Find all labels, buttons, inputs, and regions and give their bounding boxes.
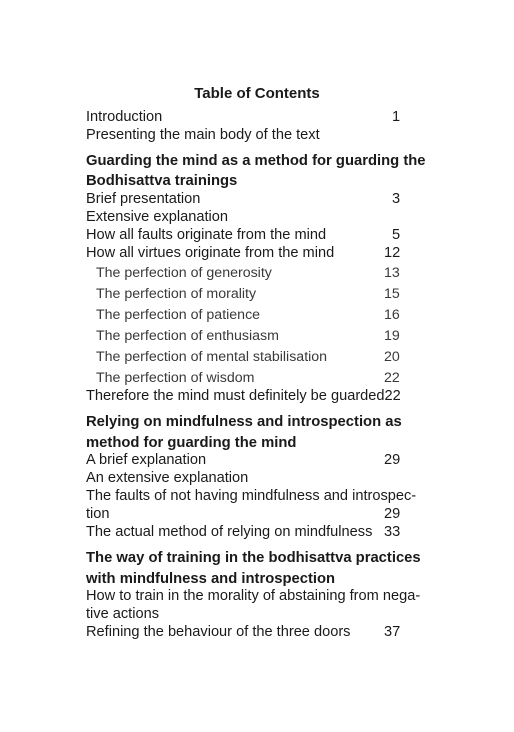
toc-entry: [86, 190, 401, 208]
toc-section-heading: The way of training in the bodhisattva practices: [86, 550, 421, 566]
toc-entry-text: Brief presentation: [86, 191, 201, 207]
toc-entry: [86, 244, 401, 262]
toc-entry: [86, 126, 320, 144]
toc-section-heading: Guarding the mind as a method for guarding the: [86, 153, 426, 169]
toc-entry-text: Extensive explanation: [86, 209, 228, 225]
toc-entry-page: 12: [384, 245, 401, 261]
toc-entry-page: 29: [384, 506, 401, 522]
toc-entry-text: The perfection of morality: [96, 286, 257, 302]
toc-entry: [86, 108, 401, 126]
toc-entry-page: 3: [392, 191, 401, 207]
toc-entry-text: How all faults originate from the mind: [86, 227, 327, 243]
toc-entry: [86, 387, 401, 405]
toc-entry: [86, 505, 401, 523]
toc-entry-page: 22: [384, 388, 401, 404]
toc-entry: [86, 587, 420, 605]
toc-entry-page: 33: [384, 524, 401, 540]
toc-entry-page: 16: [384, 307, 400, 323]
toc-entry-text: An extensive explanation: [86, 470, 249, 486]
toc-entry-text: Introduction: [86, 109, 163, 125]
toc-title: Table of Contents: [194, 85, 320, 102]
toc-entry-text: How to train in the morality of abstaining from nega-: [86, 588, 421, 604]
toc-entry-page: 19: [384, 328, 400, 344]
toc-subentry: [96, 348, 400, 366]
toc-subentry: [96, 327, 400, 345]
toc-entry-text: Refining the behaviour of the three doors: [86, 624, 351, 640]
toc-section-heading: method for guarding the mind: [86, 435, 297, 451]
toc-entry-page: 13: [384, 265, 400, 281]
toc-entry-page: 15: [384, 286, 400, 302]
toc-section-heading: with mindfulness and introspection: [86, 571, 336, 587]
toc-subentry: [96, 369, 400, 387]
toc-entry-page: 29: [384, 452, 401, 468]
toc-entry: [86, 523, 401, 541]
toc-entry: [86, 605, 159, 623]
toc-entry: [86, 208, 228, 226]
toc-entry-text: Therefore the mind must definitely be guarded: [86, 388, 385, 404]
toc-entry-page: 1: [392, 109, 401, 125]
toc-entry-text: The faults of not having mindfulness and introspec-: [86, 488, 417, 504]
toc-entry-text: The perfection of patience: [96, 307, 261, 323]
toc-entry-page: 22: [384, 370, 400, 386]
toc-entry-text: Presenting the main body of the text: [86, 127, 320, 143]
toc-entry-text: The actual method of relying on mindfulness: [86, 524, 373, 540]
toc-entry-page: 5: [392, 227, 401, 243]
toc-entry: [86, 487, 416, 505]
toc-section-heading: Relying on mindfulness and introspection as: [86, 414, 402, 430]
toc-entry-text: The perfection of generosity: [96, 265, 272, 281]
toc-entry: [86, 623, 401, 641]
toc-entry-text: The perfection of enthusiasm: [96, 328, 279, 344]
toc-entry-text: tion: [86, 506, 110, 522]
toc-entry-text: tive actions: [86, 606, 160, 622]
toc-entry-text: How all virtues originate from the mind: [86, 245, 335, 261]
toc-entry-text: The perfection of wisdom: [96, 370, 255, 386]
toc-entry: [86, 469, 248, 487]
toc-entry: [86, 226, 401, 244]
toc-entry: [86, 451, 401, 469]
toc-entry-page: 20: [384, 349, 400, 365]
toc-entry-page: 37: [384, 624, 401, 640]
toc-subentry: [96, 285, 400, 303]
toc-entry-text: A brief explanation: [86, 452, 207, 468]
toc-section-heading: Bodhisattva trainings: [86, 173, 238, 189]
toc-subentry: [96, 306, 400, 324]
toc-subentry: [96, 264, 400, 282]
toc-entry-text: The perfection of mental stabilisation: [96, 349, 328, 365]
